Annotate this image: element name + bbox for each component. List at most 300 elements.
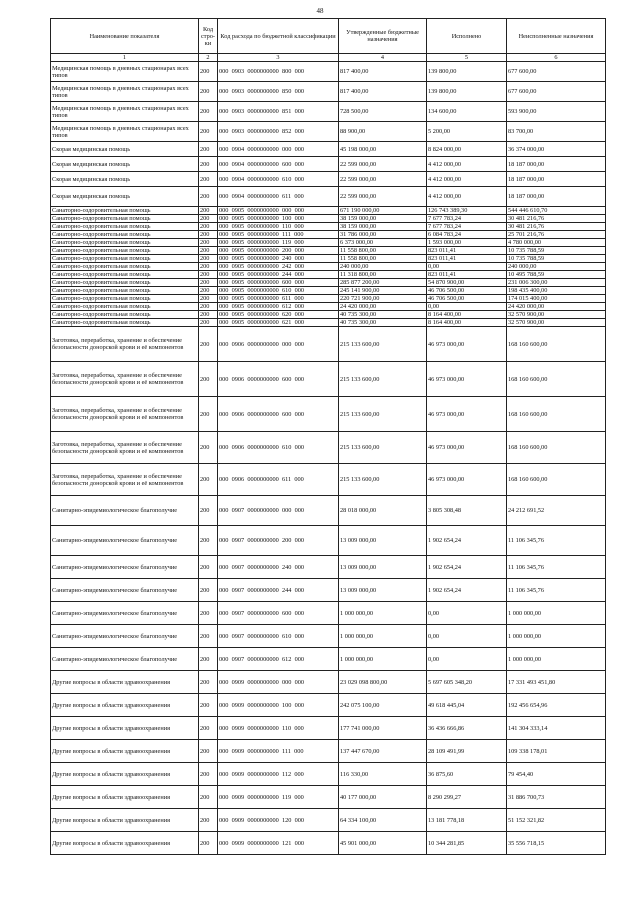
row-classification-cell: 000 0905 0000000000 620 000 [218, 311, 339, 319]
row-executed-cell: 823 011,41 [427, 271, 507, 279]
row-code-cell: 200 [199, 327, 218, 362]
row-name-cell: Другие вопросы в области здравоохранения [51, 694, 199, 717]
row-code-cell: 200 [199, 207, 218, 215]
row-code-cell: 200 [199, 464, 218, 496]
row-unexecuted-cell: 32 570 900,00 [507, 311, 606, 319]
row-name-cell: Санаторно-оздоровительная помощь [51, 231, 199, 239]
row-unexecuted-cell: 24 212 691,52 [507, 496, 606, 526]
row-approved-cell: 11 318 800,00 [339, 271, 427, 279]
row-code-cell: 200 [199, 311, 218, 319]
table-row [51, 432, 606, 464]
table-row [51, 648, 606, 671]
row-unexecuted-cell: 11 106 345,76 [507, 579, 606, 602]
row-code-cell: 200 [199, 231, 218, 239]
row-name-cell: Санаторно-оздоровительная помощь [51, 295, 199, 303]
row-approved-cell: 24 420 000,00 [339, 303, 427, 311]
row-unexecuted-cell: 11 106 345,76 [507, 526, 606, 556]
row-approved-cell: 116 330,00 [339, 763, 427, 786]
row-unexecuted-cell: 141 304 333,14 [507, 717, 606, 740]
row-name-cell: Заготовка, переработка, хранение и обеспечение безопасности донорской крови и её компонентов [51, 397, 199, 432]
row-code-cell: 200 [199, 142, 218, 157]
row-approved-cell: 215 133 600,00 [339, 397, 427, 432]
row-executed-cell: 7 677 783,24 [427, 223, 507, 231]
row-name-cell: Скорая медицинская помощь [51, 172, 199, 187]
row-approved-cell: 1 000 000,00 [339, 625, 427, 648]
header-code: Код стро-ки [199, 19, 218, 54]
row-classification-cell: 000 0905 0000000000 000 000 [218, 207, 339, 215]
row-classification-cell: 000 0906 0000000000 611 000 [218, 464, 339, 496]
row-executed-cell: 36 875,60 [427, 763, 507, 786]
table-row [51, 362, 606, 397]
row-classification-cell: 000 0905 0000000000 110 000 [218, 223, 339, 231]
row-unexecuted-cell: 18 187 000,00 [507, 187, 606, 207]
row-name-cell: Скорая медицинская помощь [51, 157, 199, 172]
row-classification-cell: 000 0903 0000000000 800 000 [218, 62, 339, 82]
row-code-cell: 200 [199, 62, 218, 82]
row-name-cell: Санаторно-оздоровительная помощь [51, 223, 199, 231]
table-row [51, 327, 606, 362]
row-approved-cell: 215 133 600,00 [339, 432, 427, 464]
row-unexecuted-cell: 30 481 216,76 [507, 215, 606, 223]
row-executed-cell: 46 973 000,00 [427, 464, 507, 496]
row-unexecuted-cell: 35 556 718,15 [507, 832, 606, 855]
row-classification-cell: 000 0904 0000000000 610 000 [218, 172, 339, 187]
row-name-cell: Медицинская помощь в дневных стационарах всех типов [51, 62, 199, 82]
table-row [51, 247, 606, 255]
row-approved-cell: 177 741 000,00 [339, 717, 427, 740]
row-approved-cell: 13 009 000,00 [339, 579, 427, 602]
row-classification-cell: 000 0906 0000000000 000 000 [218, 327, 339, 362]
row-unexecuted-cell: 18 187 000,00 [507, 157, 606, 172]
row-executed-cell: 8 824 000,00 [427, 142, 507, 157]
row-classification-cell: 000 0909 0000000000 111 000 [218, 740, 339, 763]
row-approved-cell: 40 735 300,00 [339, 311, 427, 319]
table-row [51, 311, 606, 319]
table-row [51, 694, 606, 717]
row-approved-cell: 28 018 000,00 [339, 496, 427, 526]
table-row [51, 142, 606, 157]
row-name-cell: Санаторно-оздоровительная помощь [51, 311, 199, 319]
row-code-cell: 200 [199, 556, 218, 579]
row-code-cell: 200 [199, 295, 218, 303]
row-classification-cell: 000 0905 0000000000 611 000 [218, 295, 339, 303]
row-classification-cell: 000 0905 0000000000 111 000 [218, 231, 339, 239]
row-executed-cell: 0,00 [427, 303, 507, 311]
row-name-cell: Медицинская помощь в дневных стационарах всех типов [51, 102, 199, 122]
row-executed-cell: 0,00 [427, 625, 507, 648]
table-row [51, 303, 606, 311]
row-unexecuted-cell: 36 374 000,00 [507, 142, 606, 157]
row-unexecuted-cell: 17 331 493 451,80 [507, 671, 606, 694]
table-row [51, 157, 606, 172]
row-unexecuted-cell: 51 152 321,82 [507, 809, 606, 832]
row-name-cell: Медицинская помощь в дневных стационарах всех типов [51, 122, 199, 142]
row-executed-cell: 0,00 [427, 602, 507, 625]
row-name-cell: Заготовка, переработка, хранение и обеспечение безопасности донорской крови и её компонентов [51, 362, 199, 397]
table-row [51, 556, 606, 579]
row-executed-cell: 823 011,41 [427, 255, 507, 263]
row-executed-cell: 1 593 000,00 [427, 239, 507, 247]
row-classification-cell: 000 0905 0000000000 612 000 [218, 303, 339, 311]
row-unexecuted-cell: 168 160 600,00 [507, 432, 606, 464]
row-classification-cell: 000 0904 0000000000 000 000 [218, 142, 339, 157]
row-classification-cell: 000 0904 0000000000 600 000 [218, 157, 339, 172]
row-classification-cell: 000 0905 0000000000 240 000 [218, 255, 339, 263]
row-approved-cell: 22 599 000,00 [339, 187, 427, 207]
row-name-cell: Заготовка, переработка, хранение и обеспечение безопасности донорской крови и её компонентов [51, 432, 199, 464]
table-row [51, 832, 606, 855]
table-row [51, 671, 606, 694]
row-code-cell: 200 [199, 271, 218, 279]
table-row [51, 786, 606, 809]
row-approved-cell: 45 198 000,00 [339, 142, 427, 157]
row-approved-cell: 220 721 900,00 [339, 295, 427, 303]
row-executed-cell: 4 412 000,00 [427, 187, 507, 207]
row-name-cell: Заготовка, переработка, хранение и обеспечение безопасности донорской крови и её компонентов [51, 327, 199, 362]
row-executed-cell: 5 697 605 348,20 [427, 671, 507, 694]
row-unexecuted-cell: 168 160 600,00 [507, 327, 606, 362]
row-unexecuted-cell: 79 454,40 [507, 763, 606, 786]
table-row [51, 239, 606, 247]
row-classification-cell: 000 0909 0000000000 121 000 [218, 832, 339, 855]
row-executed-cell: 139 800,00 [427, 62, 507, 82]
row-code-cell: 200 [199, 579, 218, 602]
table-row [51, 187, 606, 207]
table-row [51, 717, 606, 740]
column-number: 4 [339, 54, 427, 62]
row-approved-cell: 285 877 200,00 [339, 279, 427, 287]
row-name-cell: Другие вопросы в области здравоохранения [51, 717, 199, 740]
row-name-cell: Санаторно-оздоровительная помощь [51, 255, 199, 263]
row-name-cell: Другие вопросы в области здравоохранения [51, 740, 199, 763]
header-classification: Код расхода по бюджетной классификации [218, 19, 339, 54]
table-row [51, 172, 606, 187]
table-row [51, 740, 606, 763]
row-name-cell: Санитарно-эпидемиологическое благополучие [51, 602, 199, 625]
row-unexecuted-cell: 593 900,00 [507, 102, 606, 122]
row-code-cell: 200 [199, 279, 218, 287]
row-unexecuted-cell: 231 006 300,00 [507, 279, 606, 287]
row-name-cell: Другие вопросы в области здравоохранения [51, 832, 199, 855]
row-approved-cell: 671 190 000,00 [339, 207, 427, 215]
row-executed-cell: 8 164 400,00 [427, 319, 507, 327]
header-unexecuted: Неисполненные назначения [507, 19, 606, 54]
row-classification-cell: 000 0906 0000000000 600 000 [218, 362, 339, 397]
row-approved-cell: 38 159 000,00 [339, 223, 427, 231]
table-row [51, 263, 606, 271]
row-name-cell: Другие вопросы в области здравоохранения [51, 809, 199, 832]
row-approved-cell: 137 447 670,00 [339, 740, 427, 763]
row-executed-cell: 1 902 654,24 [427, 579, 507, 602]
row-name-cell: Другие вопросы в области здравоохранения [51, 671, 199, 694]
table-row [51, 602, 606, 625]
header-executed: Исполнено [427, 19, 507, 54]
row-classification-cell: 000 0907 0000000000 244 000 [218, 579, 339, 602]
row-classification-cell: 000 0909 0000000000 120 000 [218, 809, 339, 832]
row-classification-cell: 000 0905 0000000000 242 000 [218, 263, 339, 271]
row-executed-cell: 4 412 000,00 [427, 172, 507, 187]
row-executed-cell: 0,00 [427, 263, 507, 271]
row-code-cell: 200 [199, 671, 218, 694]
table-row [51, 579, 606, 602]
table-row [51, 215, 606, 223]
row-code-cell: 200 [199, 223, 218, 231]
row-approved-cell: 45 901 000,00 [339, 832, 427, 855]
row-approved-cell: 88 900,00 [339, 122, 427, 142]
budget-execution-table [50, 18, 606, 855]
row-unexecuted-cell: 198 435 400,00 [507, 287, 606, 295]
header-approved: Утвержденные бюджетные назначения [339, 19, 427, 54]
column-number-row [51, 54, 606, 62]
row-name-cell: Санаторно-оздоровительная помощь [51, 207, 199, 215]
row-code-cell: 200 [199, 602, 218, 625]
row-code-cell: 200 [199, 102, 218, 122]
table-row [51, 809, 606, 832]
row-unexecuted-cell: 677 600,00 [507, 82, 606, 102]
row-code-cell: 200 [199, 717, 218, 740]
row-classification-cell: 000 0905 0000000000 610 000 [218, 287, 339, 295]
row-code-cell: 200 [199, 694, 218, 717]
table-row [51, 496, 606, 526]
row-name-cell: Санитарно-эпидемиологическое благополучие [51, 625, 199, 648]
row-executed-cell: 46 973 000,00 [427, 362, 507, 397]
row-approved-cell: 64 334 100,00 [339, 809, 427, 832]
row-unexecuted-cell: 11 106 345,76 [507, 556, 606, 579]
table-row [51, 122, 606, 142]
row-classification-cell: 000 0907 0000000000 000 000 [218, 496, 339, 526]
page-number: 48 [316, 7, 324, 15]
row-name-cell: Санаторно-оздоровительная помощь [51, 319, 199, 327]
row-approved-cell: 215 133 600,00 [339, 362, 427, 397]
row-name-cell: Санитарно-эпидемиологическое благополучие [51, 526, 199, 556]
row-classification-cell: 000 0905 0000000000 600 000 [218, 279, 339, 287]
row-classification-cell: 000 0909 0000000000 112 000 [218, 763, 339, 786]
row-classification-cell: 000 0909 0000000000 000 000 [218, 671, 339, 694]
row-approved-cell: 40 177 000,00 [339, 786, 427, 809]
table-row [51, 231, 606, 239]
row-executed-cell: 46 973 000,00 [427, 327, 507, 362]
row-code-cell: 200 [199, 362, 218, 397]
row-code-cell: 200 [199, 648, 218, 671]
row-classification-cell: 000 0907 0000000000 200 000 [218, 526, 339, 556]
row-executed-cell: 134 600,00 [427, 102, 507, 122]
table-row [51, 464, 606, 496]
row-name-cell: Санаторно-оздоровительная помощь [51, 287, 199, 295]
row-code-cell: 200 [199, 247, 218, 255]
row-name-cell: Санитарно-эпидемиологическое благополучие [51, 556, 199, 579]
row-classification-cell: 000 0907 0000000000 610 000 [218, 625, 339, 648]
row-classification-cell: 000 0905 0000000000 100 000 [218, 215, 339, 223]
row-executed-cell: 8 164 400,00 [427, 311, 507, 319]
row-executed-cell: 46 706 500,00 [427, 287, 507, 295]
row-unexecuted-cell: 174 015 400,00 [507, 295, 606, 303]
row-unexecuted-cell: 10 495 788,59 [507, 271, 606, 279]
table-row [51, 255, 606, 263]
row-approved-cell: 13 009 000,00 [339, 556, 427, 579]
row-executed-cell: 1 902 654,24 [427, 556, 507, 579]
table-row [51, 287, 606, 295]
row-unexecuted-cell: 168 160 600,00 [507, 397, 606, 432]
row-classification-cell: 000 0909 0000000000 110 000 [218, 717, 339, 740]
table-row [51, 279, 606, 287]
row-unexecuted-cell: 109 338 178,01 [507, 740, 606, 763]
row-name-cell: Медицинская помощь в дневных стационарах всех типов [51, 82, 199, 102]
table-body [51, 62, 606, 855]
row-classification-cell: 000 0906 0000000000 600 000 [218, 397, 339, 432]
row-executed-cell: 6 084 783,24 [427, 231, 507, 239]
row-unexecuted-cell: 1 000 000,00 [507, 625, 606, 648]
row-approved-cell: 11 558 800,00 [339, 247, 427, 255]
row-unexecuted-cell: 25 701 216,76 [507, 231, 606, 239]
row-classification-cell: 000 0903 0000000000 852 000 [218, 122, 339, 142]
row-executed-cell: 0,00 [427, 648, 507, 671]
row-name-cell: Санаторно-оздоровительная помощь [51, 247, 199, 255]
row-code-cell: 200 [199, 763, 218, 786]
row-unexecuted-cell: 1 000 000,00 [507, 648, 606, 671]
row-code-cell: 200 [199, 526, 218, 556]
table-row [51, 82, 606, 102]
row-executed-cell: 1 902 654,24 [427, 526, 507, 556]
row-approved-cell: 1 000 000,00 [339, 602, 427, 625]
row-code-cell: 200 [199, 239, 218, 247]
row-approved-cell: 6 373 000,00 [339, 239, 427, 247]
row-code-cell: 200 [199, 263, 218, 271]
row-classification-cell: 000 0909 0000000000 119 000 [218, 786, 339, 809]
row-classification-cell: 000 0905 0000000000 244 000 [218, 271, 339, 279]
table-row [51, 397, 606, 432]
row-executed-cell: 139 800,00 [427, 82, 507, 102]
row-classification-cell: 000 0905 0000000000 119 000 [218, 239, 339, 247]
column-number: 5 [427, 54, 507, 62]
row-unexecuted-cell: 32 570 900,00 [507, 319, 606, 327]
row-executed-cell: 46 973 000,00 [427, 397, 507, 432]
row-name-cell: Другие вопросы в области здравоохранения [51, 786, 199, 809]
table-row [51, 207, 606, 215]
row-classification-cell: 000 0903 0000000000 850 000 [218, 82, 339, 102]
row-approved-cell: 13 009 000,00 [339, 526, 427, 556]
row-approved-cell: 1 000 000,00 [339, 648, 427, 671]
row-code-cell: 200 [199, 740, 218, 763]
row-unexecuted-cell: 168 160 600,00 [507, 464, 606, 496]
table-row [51, 295, 606, 303]
row-code-cell: 200 [199, 625, 218, 648]
row-executed-cell: 8 290 299,27 [427, 786, 507, 809]
row-approved-cell: 11 558 800,00 [339, 255, 427, 263]
row-code-cell: 200 [199, 832, 218, 855]
row-code-cell: 200 [199, 319, 218, 327]
row-executed-cell: 126 743 389,30 [427, 207, 507, 215]
row-approved-cell: 817 400,00 [339, 82, 427, 102]
row-executed-cell: 13 181 778,18 [427, 809, 507, 832]
row-code-cell: 200 [199, 82, 218, 102]
row-approved-cell: 215 133 600,00 [339, 327, 427, 362]
row-approved-cell: 817 400,00 [339, 62, 427, 82]
row-code-cell: 200 [199, 786, 218, 809]
table-row [51, 223, 606, 231]
row-name-cell: Скорая медицинская помощь [51, 187, 199, 207]
row-classification-cell: 000 0907 0000000000 240 000 [218, 556, 339, 579]
row-classification-cell: 000 0905 0000000000 200 000 [218, 247, 339, 255]
table-row [51, 271, 606, 279]
row-code-cell: 200 [199, 432, 218, 464]
table-row [51, 763, 606, 786]
row-unexecuted-cell: 10 735 788,59 [507, 255, 606, 263]
row-code-cell: 200 [199, 255, 218, 263]
row-unexecuted-cell: 30 481 216,76 [507, 223, 606, 231]
row-classification-cell: 000 0903 0000000000 851 000 [218, 102, 339, 122]
row-executed-cell: 10 344 281,85 [427, 832, 507, 855]
row-name-cell: Скорая медицинская помощь [51, 142, 199, 157]
row-code-cell: 200 [199, 215, 218, 223]
row-executed-cell: 46 706 500,00 [427, 295, 507, 303]
header-name: Наименование показателя [51, 19, 199, 54]
row-code-cell: 200 [199, 496, 218, 526]
table-row [51, 526, 606, 556]
row-classification-cell: 000 0907 0000000000 600 000 [218, 602, 339, 625]
row-approved-cell: 40 735 300,00 [339, 319, 427, 327]
table-row [51, 102, 606, 122]
table-row [51, 625, 606, 648]
row-executed-cell: 46 973 000,00 [427, 432, 507, 464]
row-unexecuted-cell: 31 886 700,73 [507, 786, 606, 809]
row-name-cell: Санаторно-оздоровительная помощь [51, 271, 199, 279]
row-classification-cell: 000 0906 0000000000 610 000 [218, 432, 339, 464]
row-name-cell: Санитарно-эпидемиологическое благополучие [51, 579, 199, 602]
row-executed-cell: 28 109 491,99 [427, 740, 507, 763]
table-row [51, 319, 606, 327]
row-classification-cell: 000 0904 0000000000 611 000 [218, 187, 339, 207]
row-executed-cell: 4 412 000,00 [427, 157, 507, 172]
row-approved-cell: 22 599 000,00 [339, 157, 427, 172]
row-approved-cell: 31 786 000,00 [339, 231, 427, 239]
row-classification-cell: 000 0907 0000000000 612 000 [218, 648, 339, 671]
row-unexecuted-cell: 544 446 610,70 [507, 207, 606, 215]
row-approved-cell: 728 500,00 [339, 102, 427, 122]
row-approved-cell: 22 599 000,00 [339, 172, 427, 187]
row-approved-cell: 240 000,00 [339, 263, 427, 271]
table-row [51, 62, 606, 82]
row-approved-cell: 215 133 600,00 [339, 464, 427, 496]
row-name-cell: Заготовка, переработка, хранение и обеспечение безопасности донорской крови и её компонентов [51, 464, 199, 496]
row-name-cell: Другие вопросы в области здравоохранения [51, 763, 199, 786]
row-code-cell: 200 [199, 157, 218, 172]
row-name-cell: Санаторно-оздоровительная помощь [51, 263, 199, 271]
row-approved-cell: 242 075 100,00 [339, 694, 427, 717]
row-approved-cell: 23 029 098 800,00 [339, 671, 427, 694]
row-unexecuted-cell: 24 420 000,00 [507, 303, 606, 311]
row-name-cell: Санаторно-оздоровительная помощь [51, 303, 199, 311]
row-unexecuted-cell: 10 735 788,59 [507, 247, 606, 255]
row-name-cell: Санитарно-эпидемиологическое благополучие [51, 496, 199, 526]
row-unexecuted-cell: 240 000,00 [507, 263, 606, 271]
column-number: 6 [507, 54, 606, 62]
row-unexecuted-cell: 18 187 000,00 [507, 172, 606, 187]
column-number: 1 [51, 54, 199, 62]
row-unexecuted-cell: 168 160 600,00 [507, 362, 606, 397]
row-classification-cell: 000 0909 0000000000 100 000 [218, 694, 339, 717]
row-code-cell: 200 [199, 287, 218, 295]
column-number: 3 [218, 54, 339, 62]
row-unexecuted-cell: 4 780 000,00 [507, 239, 606, 247]
row-code-cell: 200 [199, 809, 218, 832]
row-name-cell: Санаторно-оздоровительная помощь [51, 239, 199, 247]
row-code-cell: 200 [199, 187, 218, 207]
row-executed-cell: 7 677 783,24 [427, 215, 507, 223]
row-code-cell: 200 [199, 122, 218, 142]
row-unexecuted-cell: 192 456 654,96 [507, 694, 606, 717]
row-executed-cell: 823 011,41 [427, 247, 507, 255]
row-executed-cell: 3 805 308,48 [427, 496, 507, 526]
